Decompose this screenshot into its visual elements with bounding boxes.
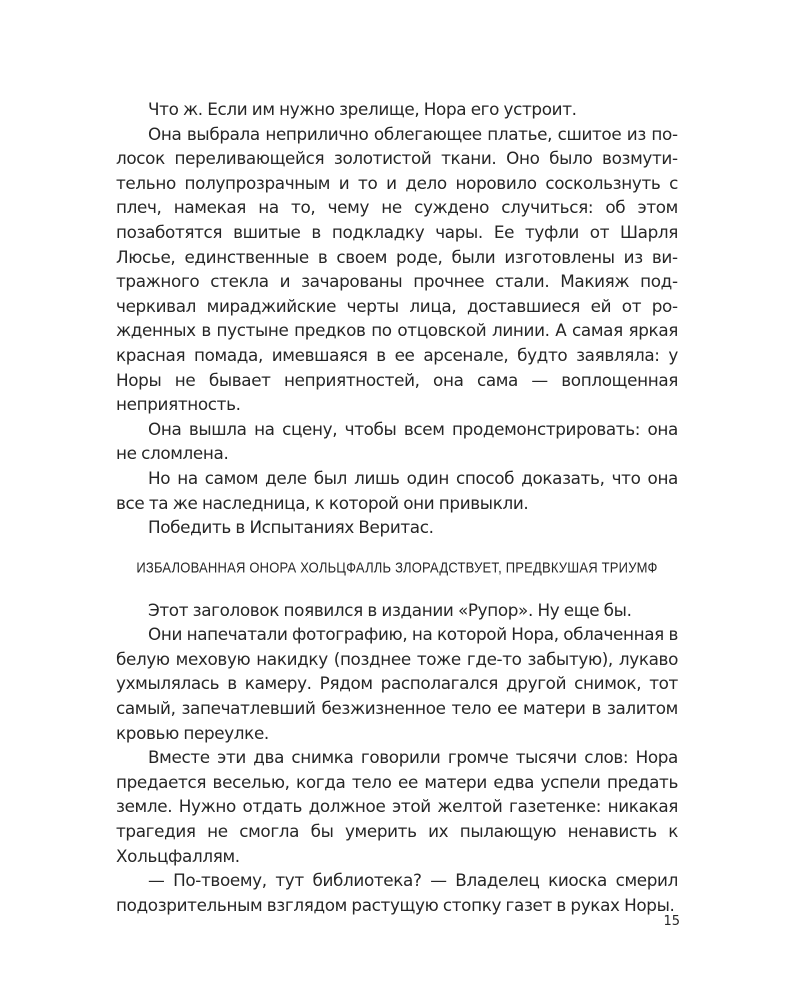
paragraph: Победить в Испытаниях Веритас. bbox=[148, 517, 434, 538]
paragraph: — По-твоему, тут библиотека? — Владелец киоска смерил подозрительным взглядом растущую стопку газет в руках Норы. bbox=[116, 870, 678, 915]
paragraph: Но на самом деле был лишь один способ доказать, что она все та же наследница, к которой они привыкли. bbox=[116, 467, 678, 513]
book-page bbox=[116, 97, 678, 917]
paragraph: Этот заголовок появился в издании «Рупор». Ну еще бы. bbox=[148, 599, 632, 620]
paragraph: Что ж. Если им нужно зрелище, Нора его устроит. bbox=[148, 99, 577, 119]
paragraph: Она вышла на сцену, чтобы всем продемонстрировать: она не сломлена. bbox=[116, 418, 678, 464]
paragraph: Вместе эти два снимка говорили громче тысячи слов: Нора предается веселью, когда тело ее матери едва успели предать земле. Нужно отдать должное этой желтой газетенке: никакая трагедия не смогла бы умерить их пылающую ненависть к Хольцфаллям. bbox=[116, 747, 678, 866]
paragraph: Она выбрала неприлично облегающее платье, сшитое из полосок переливающейся золотистой ткани. Оно было возмутительно полупрозрачным и то и дело норовило соскользнуть с плеч, намекая на то, чему не суждено случиться: об этом позаботятся вшитые в подкладку чары. Ее туфли от Шарля Люсье, единственные в своем роде, были изготовлены из витражного стекла и зачарованы прочнее стали. Макияж подчеркивал мираджийские черты лица, доставшиеся ей от рожденных в пустыне предков по отцовской линии. А самая яркая красная помада, имевшаяся в ее арсенале, будто заявляла: у Норы не бывает неприятностей, она сама — воплощенная неприятность. bbox=[116, 123, 678, 415]
page-number: 15 bbox=[663, 914, 680, 929]
newspaper-headline: ИЗБАЛОВАННАЯ ОНОРА ХОЛЬЦФАЛЛЬ ЗЛОРАДСТВУЕТ, ПРЕДВКУШАЯ ТРИУМФ bbox=[136, 558, 658, 576]
paragraph: Они напечатали фотографию, на которой Нора, облаченная в белую меховую накидку (позднее тоже где-то забытую), лукаво ухмылялась в камеру. Рядом располагался другой снимок, тот самый, запечатлевший безжизненное тело ее матери в залитом кровью переулке. bbox=[116, 624, 678, 743]
